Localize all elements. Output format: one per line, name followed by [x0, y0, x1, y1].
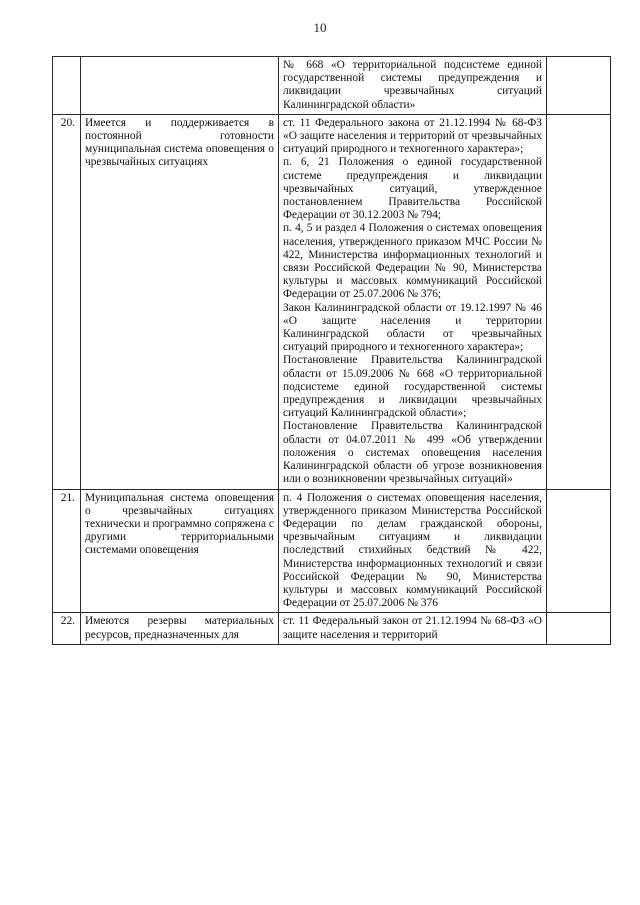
reference-item: ст. 11 Федерального закона от 21.12.1994 № 68-ФЗ «О защите населения и территорий от чрезвычайных ситуаций природного и техногенного характера»;: [283, 116, 542, 156]
row-number: 22.: [53, 613, 81, 644]
reference-item: п. 4 Положения о системах оповещения населения, утвержденного приказом Министерства Российской Федерации по делам гражданской обороны, чрезвычайным ситуациям и ликвидации последствий стихийных бедствий № 422, Министерства информационных технологий и связи Российской Федерации № 90, Министерства культуры и массовых коммуникаций Российской Федерации от 25.07.2006 № 376: [283, 491, 542, 610]
reference-item: Постановление Правительства Калининградской области от 04.07.2011 № 499 «Об утверждении положения о системах оповещения населения Калининградской области об угрозе возникновения или о возникновении чрезвычайных ситуаций»: [283, 420, 542, 486]
references-cell: [279, 57, 547, 115]
answer-cell: [547, 57, 611, 115]
reference-item: Закон Калининградской области от 19.12.1997 № 46 «О защите населения и территории Калининградской области от чрезвычайных ситуаций природного и техногенного характера»;: [283, 301, 542, 354]
page-number: 10: [313, 20, 327, 35]
row-number: 20.: [53, 114, 81, 489]
reference-item: ст. 11 Федеральный закон от 21.12.1994 № 68-ФЗ «О защите населения и территорий: [283, 615, 542, 641]
table-row: [53, 57, 611, 115]
answer-cell: [547, 114, 611, 489]
references-cell: [279, 613, 547, 644]
requirement-cell: [81, 57, 279, 115]
references-cell: [279, 114, 547, 489]
requirements-table: [52, 56, 611, 645]
reference-item: Постановление Правительства Калининградской области от 15.09.2006 № 668 «О территориальной подсистеме единой государственной системы предупреждения и ликвидации чрезвычайных ситуаций Калининградской области»;: [283, 354, 542, 420]
reference-item: п. 4, 5 и раздел 4 Положения о системах оповещения населения, утвержденного приказом МЧС России № 422, Министерства информационных технологий и связи Российской Федерации № 90, Министерства культуры и массовых коммуникаций Российской Федерации от 25.07.2006 № 376;: [283, 222, 542, 301]
table-row: [53, 489, 611, 613]
reference-item: п. 6, 21 Положения о единой государственной системе предупреждения и ликвидации чрезвычайных ситуаций, утвержденное постановлением Правительства Российской Федерации от 30.12.2003 № 794;: [283, 156, 542, 222]
requirement-cell: Имеется и поддерживается в постоянной готовности муниципальная система оповещения о чрезвычайных ситуациях: [81, 114, 279, 489]
table-row: [53, 613, 611, 644]
requirement-cell: Муниципальная система оповещения о чрезвычайных ситуациях технически и программно сопряжена с другими территориальными системами оповещения: [81, 489, 279, 613]
table-row: [53, 114, 611, 489]
answer-cell: [547, 613, 611, 644]
requirement-cell: Имеются резервы материальных ресурсов, предназначенных для: [81, 613, 279, 644]
answer-cell: [547, 489, 611, 613]
row-number: 21.: [53, 489, 81, 613]
references-cell: [279, 489, 547, 613]
row-number: [53, 57, 81, 115]
reference-item: № 668 «О территориальной подсистеме единой государственной системы предупреждения и ликвидации чрезвычайных ситуаций Калининградской области»: [283, 59, 542, 111]
